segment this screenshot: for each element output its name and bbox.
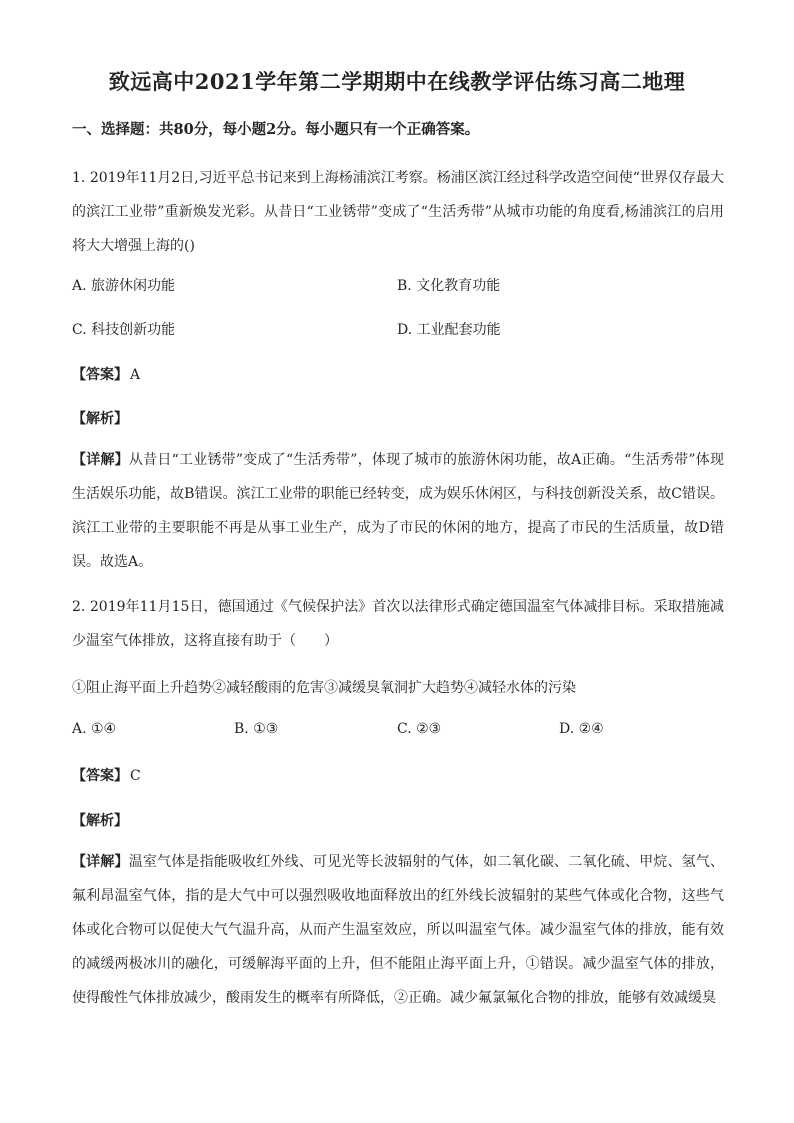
question-2-option-d: D. ②④ [559, 721, 604, 737]
answer-value: C [130, 768, 141, 784]
question-2-option-a: A. ①④ [72, 721, 117, 737]
question-2-statements: ①阻止海平面上升趋势②减轻酸雨的危害③减缓臭氧洞扩大趋势④减轻水体的污染 [72, 680, 576, 696]
question-1-option-c: C. 科技创新功能 [72, 322, 176, 338]
detail-text: 温室气体是指能吸收红外线、可见光等长波辐射的气体，如二氧化碳、二氧化硫、甲烷、氢气、氟利昂温室气体，指的是大气中可以强烈吸收地面释放出的红外线长波辐射的某些气体或化合物，这些气体或化合物可以促使大气气温升高，从而产生温室效应，所以叫温室气体。减少温室气体的排放，能有效的减缓两极冰川的融化，可缓解海平面的上升，但不能阻止海平面上升，①错误。减少温室气体的排放，使得酸性气体排放减少，酸雨发生的概率有所降低，②正确。减少氟氯氟化合物的排放，能够有效减缓臭 [72, 854, 725, 1006]
answer-label: 【答案】 [72, 768, 128, 784]
question-1-option-a: A. 旅游休闲功能 [72, 278, 176, 294]
question-2-option-c: C. ②③ [397, 721, 442, 737]
question-2-detail [72, 845, 724, 1015]
analysis-label: 【解析】 [72, 813, 128, 829]
question-1-detail [72, 443, 724, 579]
question-2-stem: 2. 2019年11月15日，德国通过《气候保护法》首次以法律形式确定德国温室气体减排目标。采取措施减少温室气体排放，这将直接有助于（ ） [72, 599, 724, 649]
section-heading: 一、选择题：共80分，每小题2分。每小题只有一个正确答案。 [72, 121, 480, 138]
analysis-label: 【解析】 [72, 411, 128, 427]
document-title: 致远高中2021学年第二学期期中在线教学评估练习高二地理 [108, 69, 686, 94]
detail-label: 【详解】 [72, 854, 129, 870]
question-1-analysis-label [72, 408, 128, 428]
question-2-answer [72, 765, 141, 785]
answer-label: 【答案】 [72, 367, 128, 383]
question-1-answer [72, 364, 140, 384]
question-1-option-d: D. 工业配套功能 [397, 322, 501, 338]
detail-text: 从昔日“工业锈带”变成了“生活秀带”，体现了城市的旅游休闲功能，故A正确。“生活秀带”体现生活娱乐功能，故B错误。滨江工业带的职能已经转变，成为娱乐休闲区，与科技创新没关系，故C错误。滨江工业带的主要职能不再是从事工业生产，成为了市民的休闲的地方，提高了市民的生活质量，故D错误。故选A。 [72, 452, 724, 570]
question-2-option-b: B. ①③ [234, 721, 279, 737]
answer-value: A [130, 367, 141, 383]
question-1-option-b: B. 文化教育功能 [397, 278, 501, 294]
question-2-analysis-label [72, 810, 128, 830]
question-1-stem: 1. 2019年11月2日,习近平总书记来到上海杨浦滨江考察。杨浦区滨江经过科学改造空间使“世界仅存最大的滨江工业带”重新焕发光彩。从昔日“工业锈带”变成了“生活秀带”从城市功能的角度看,杨浦滨江的启用将大大增强上海的() [72, 170, 724, 254]
detail-label: 【详解】 [72, 452, 129, 468]
